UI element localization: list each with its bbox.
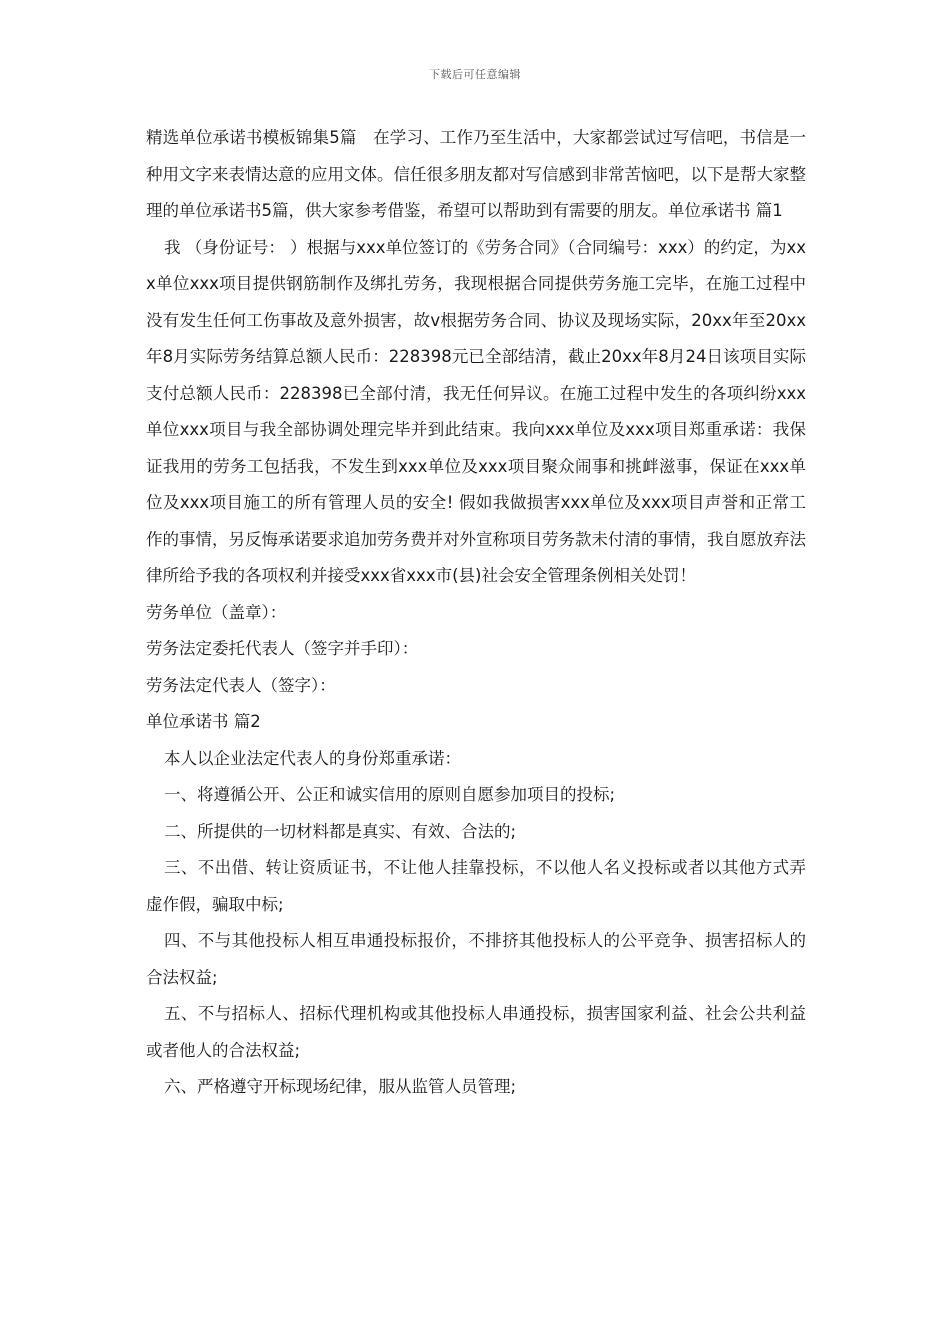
intro-paragraph: 精选单位承诺书模板锦集5篇 在学习、工作乃至生活中，大家都尝试过写信吧，书信是一种用文字来表情达意的应用文体。信任很多朋友都对写信感到非常苦恼吧，以下是帮大家整理的单位承诺书5篇，供大家参考借鉴，希望可以帮助到有需要的朋友。单位承诺书 篇1: [146, 128, 806, 220]
list-item-2: 二、所提供的一切材料都是真实、有效、合法的;: [164, 821, 517, 841]
section-title-2: 单位承诺书 篇2: [146, 712, 261, 731]
signature-line-delegate: 劳务法定委托代表人（签字并手印）：: [146, 639, 419, 658]
signature-line-representative: 劳务法定代表人（签字）：: [146, 675, 336, 695]
commitment-paragraph-1: 我 （身份证号： ）根据与xxx单位签订的《劳务合同》（合同编号：xxx）的约定，为xxx单位xxx项目提供钢筋制作及绑扎劳务，我现根据合同提供劳务施工完毕，在施工过程中没有发生任何工伤事故及意外损害，故v根据劳务合同、协议及现场实际，20xx年至20xx年8月实际劳务结算总额人民币：228398元已全部结清，截止20xx年8月24日该项目实际支付总额人民币：228398已全部付清，我无任何异议。在施工过程中发生的各项纠纷xxx单位xxx项目与我全部协调处理完毕并到此结束。我向xxx单位及xxx项目郑重承诺：我保证我用的劳务工包括我，不发生到xxx单位及xxx项目聚众闹事和挑衅滋事，保证在xxx单位及xxx项目施工的所有管理人员的安全! 假如我做损害xxx单位及xxx项目声誉和正常工作的事情，另反悔承诺要求追加劳务费并对外宣称项目劳务款未付清的事情，我自愿放弃法律所给予我的各项权利并接受xxx省xxx市(县)社会安全管理条例相关处罚！: [146, 237, 806, 585]
list-item-3: 三、不出借、转让资质证书，不让他人挂靠投标，不以他人名义投标或者以其他方式弄虚作假，骗取中标;: [146, 858, 806, 914]
list-item-1: 一、将遵循公开、公正和诚实信用的原则自愿参加项目的投标;: [164, 785, 616, 804]
document-body: [146, 120, 806, 1106]
page-header: 下载后可任意编辑: [429, 68, 521, 81]
commitment-paragraph-2: 本人以企业法定代表人的身份郑重承诺：: [164, 748, 461, 768]
list-item-5: 五、不与招标人、招标代理机构或其他投标人串通投标，损害国家利益、社会公共利益或者他人的合法权益;: [146, 1004, 806, 1060]
list-item-4: 四、不与其他投标人相互串通投标报价，不排挤其他投标人的公平竞争、损害招标人的合法权益;: [146, 931, 806, 987]
signature-line-unit: 劳务单位（盖章）：: [146, 602, 287, 622]
list-item-6: 六、严格遵守开标现场纪律，服从监管人员管理;: [164, 1077, 517, 1096]
